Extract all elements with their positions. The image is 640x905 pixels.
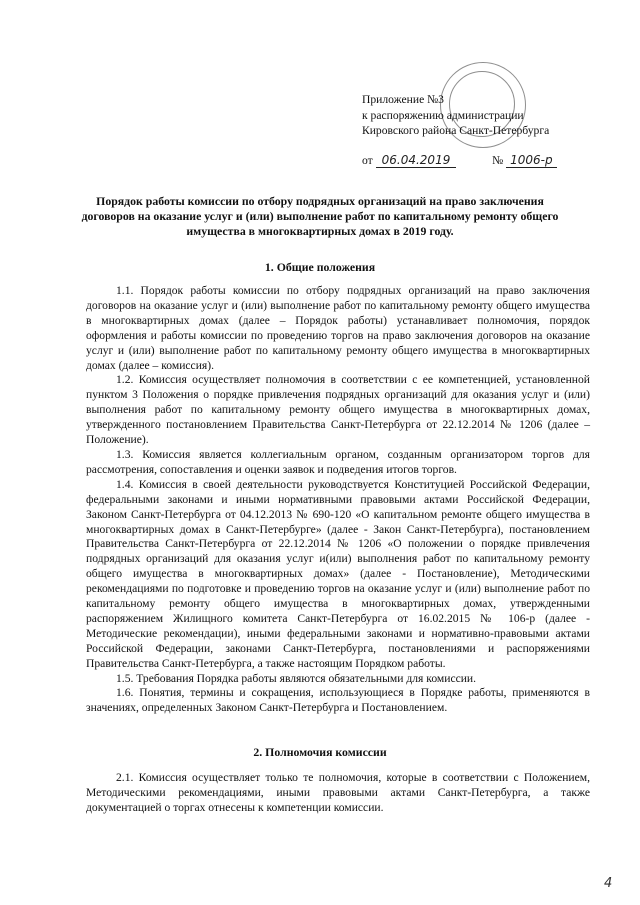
appendix-line-3: Кировского района Санкт-Петербурга xyxy=(362,124,550,137)
section-2-body xyxy=(86,771,590,816)
document-title: Порядок работы комиссии по отбору подрядных организаций на право заключения договоров на оказание услуг и (или) выполнение работ по капитальному ремонту общего имущества в многоквартирных домах в 2019 году. xyxy=(81,194,559,238)
date-number-line xyxy=(362,153,612,169)
appendix-line-2: к распоряжению администрации xyxy=(362,108,524,122)
handwritten-date: 06.04.2019 xyxy=(376,153,457,168)
number-prefix: № xyxy=(492,153,504,167)
section-1-heading: 1. Общие положения xyxy=(264,260,376,274)
page-number: 4 xyxy=(604,876,613,891)
paragraph-2-1: 2.1. Комиссия осуществляет только те полномочия, которые в соответствии с Положением, Методическими рекомендациями, иными правовыми актами Санкт-Петербурга, а также документацией о торгах отнесены к компетенции комиссии. xyxy=(86,771,590,814)
date-prefix: от xyxy=(362,153,373,167)
paragraph-1-4: 1.4. Комиссия в своей деятельности руководствуется Конституцией Российской Федерации, федеральными законами и иными нормативными правовыми актами Российской Федерации, Законом Санкт-Петербурга от 04.12.2013 № 690-120 «О капитальном ремонте общего имущества в многоквартирных домах в Санкт-Петербурге» (далее - Закон Санкт-Петербурга), постановлением Правительства Санкт-Петербурга от 22.12.2014 № 1206 «О положении о порядке привлечения подрядных организаций для оказания услуг и(или) выполнения работ по капитальному ремонту общего имущества в многоквартирных домах» (далее - Постановление), Методическими рекомендациями по подготовке и проведению торгов на оказание услуг и (или) выполнение работ по капитальному ремонту общего имущества в многоквартирных домах, утвержденными распоряжением Жилищного комитета Санкт-Петербурга от 16.02.2015 № 106-р (далее - Методические рекомендации), иными федеральными законами и нормативно-правовыми актами Российской Федерации, законами Санкт-Петербурга, постановлениями и распоряжениями Правительства Санкт-Петербурга, а также настоящим Порядком работы. xyxy=(86,477,590,670)
paragraph-1-3: 1.3. Комиссия является коллегиальным органом, созданным организатором торгов для рассмотрения, сопоставления и оценки заявок и подведения итогов торгов. xyxy=(86,447,590,476)
paragraph-1-5: 1.5. Требования Порядка работы являются обязательными для комиссии. xyxy=(116,671,477,685)
handwritten-number: 1006-р xyxy=(506,153,557,168)
appendix-header xyxy=(362,92,612,168)
section-1-body xyxy=(86,284,590,716)
paragraph-1-2: 1.2. Комиссия осуществляет полномочия в соответствии с ее компетенцией, установленной пунктом 3 Положения о порядке привлечения подрядных организаций для оказания услуг и (или) выполнения работ по капитальному ремонту общего имущества в многоквартирных домах, утвержденного постановлением Правительства Санкт-Петербурга от 22.12.2014 № 1206 (далее – Положение). xyxy=(86,373,590,447)
appendix-line-1: Приложение №3 xyxy=(362,93,444,106)
paragraph-1-6: 1.6. Понятия, термины и сокращения, использующиеся в Порядке работы, применяются в значениях, определенных Законом Санкт-Петербурга и Постановлением. xyxy=(86,686,590,715)
section-2-heading: 2. Полномочия комиссии xyxy=(253,745,387,759)
paragraph-1-1: 1.1. Порядок работы комиссии по отбору подрядных организаций на право заключения договоров на оказание услуг и (или) выполнение работ по капитальному ремонту общего имущества в многоквартирных домах (далее – Порядок работы) устанавливает полномочия, порядок оформления и работы комиссии по проведению торгов на право заключения договоров на оказание услуг и (или) выполнение работ по капитальному ремонту общего имущества в многоквартирных домах (далее – комиссия). xyxy=(86,284,590,372)
